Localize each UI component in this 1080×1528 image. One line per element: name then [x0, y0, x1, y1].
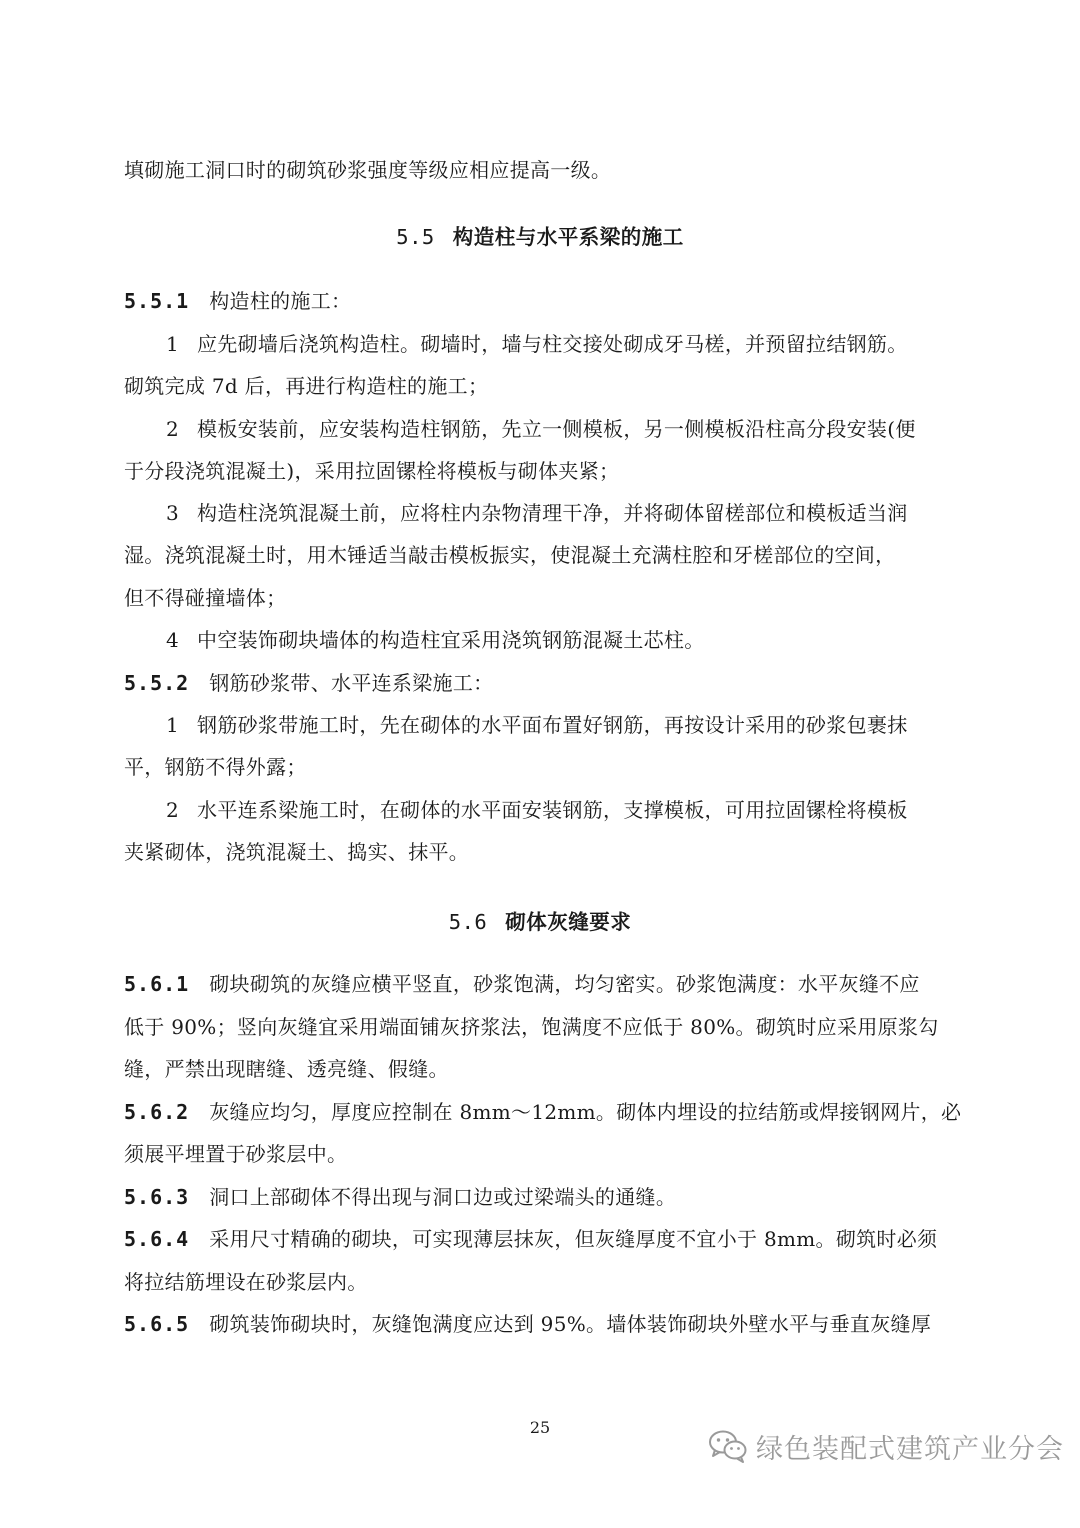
clause-5-6-5: 5.6.5 砌筑装饰砌块时，灰缝饱满度应达到 95%。墙体装饰砌块外壁水平与垂直灰缝厚 — [124, 1312, 932, 1336]
list-item: 1 钢筋砂浆带施工时，先在砌体的水平面布置好钢筋，再按设计采用的砂浆包裹抹 — [166, 713, 908, 737]
watermark — [708, 1426, 1064, 1466]
paragraph-line: 将拉结筋埋设在砂浆层内。 — [124, 1270, 368, 1294]
section-title: 构造柱与水平系梁的施工 — [452, 225, 684, 249]
paragraph-line: 须展平埋置于砂浆层中。 — [124, 1142, 348, 1166]
watermark-text: 绿色装配式建筑产业分会 — [756, 1433, 1064, 1465]
clause-5-6-2: 5.6.2 灰缝应均匀，厚度应控制在 8mm～12mm。砌体内埋设的拉结筋或焊接钢网片，必 — [124, 1100, 962, 1124]
section-number: 5.6 — [448, 910, 488, 934]
clause-number: 5.6.4 — [124, 1227, 190, 1251]
paragraph-line: 夹紧砌体，浇筑混凝土、捣实、抹平。 — [124, 840, 470, 864]
paragraph-line: 低于 90%；竖向灰缝宜采用端面铺灰挤浆法，饱满度不应低于 80%。砌筑时应采用原浆勾 — [124, 1015, 939, 1039]
item-number: 3 — [166, 501, 180, 525]
clause-number: 5.6.3 — [124, 1185, 190, 1209]
clause-number: 5.5.1 — [124, 289, 190, 313]
section-heading-5-6 — [0, 905, 1080, 935]
paragraph-line: 砌筑完成 7d 后，再进行构造柱的施工； — [124, 374, 489, 398]
list-item: 2 水平连系梁施工时，在砌体的水平面安装钢筋，支撑模板，可用拉固镙栓将模板 — [166, 798, 908, 822]
clause-number: 5.6.5 — [124, 1312, 190, 1336]
wechat-icon — [708, 1429, 748, 1463]
clause-5-6-1: 5.6.1 砌块砌筑的灰缝应横平竖直，砂浆饱满，均匀密实。砂浆饱满度：水平灰缝不应 — [124, 972, 920, 996]
list-item: 1 应先砌墙后浇筑构造柱。砌墙时，墙与柱交接处砌成牙马槎，并预留拉结钢筋。 — [166, 332, 908, 356]
section-heading-5-5 — [0, 220, 1080, 250]
section-number: 5.5 — [396, 225, 435, 249]
list-item: 2 模板安装前，应安装构造柱钢筋，先立一侧模板，另一侧模板沿柱高分段安装(便 — [166, 417, 916, 441]
item-number: 2 — [166, 417, 180, 441]
section-title: 砌体灰缝要求 — [505, 910, 632, 934]
item-number: 1 — [166, 713, 180, 737]
clause-5-5-1: 5.5.1 构造柱的施工： — [124, 289, 352, 313]
list-item: 3 构造柱浇筑混凝土前，应将柱内杂物清理干净，并将砌体留槎部位和模板适当润 — [166, 501, 908, 525]
page-number: 25 — [529, 1418, 551, 1437]
clause-5-6-4: 5.6.4 采用尺寸精确的砌块，可实现薄层抹灰，但灰缝厚度不宜小于 8mm。砌筑时必须 — [124, 1227, 938, 1251]
paragraph-line: 但不得碰撞墙体； — [124, 586, 287, 610]
clause-5-6-3: 5.6.3 洞口上部砌体不得出现与洞口边或过梁端头的通缝。 — [124, 1185, 677, 1209]
item-number: 2 — [166, 798, 180, 822]
paragraph-line: 缝，严禁出现瞎缝、透亮缝、假缝。 — [124, 1057, 449, 1081]
clause-number: 5.6.1 — [124, 972, 190, 996]
paragraph-line: 湿。浇筑混凝土时，用木锤适当敲击模板振实，使混凝土充满柱腔和牙槎部位的空间， — [124, 543, 896, 567]
clause-number: 5.5.2 — [124, 671, 190, 695]
paragraph-line: 填砌施工洞口时的砌筑砂浆强度等级应相应提高一级。 — [124, 158, 612, 182]
clause-5-5-2: 5.5.2 钢筋砂浆带、水平连系梁施工： — [124, 671, 494, 695]
item-number: 1 — [166, 332, 180, 356]
paragraph-line: 平，钢筋不得外露； — [124, 755, 307, 779]
clause-number: 5.6.2 — [124, 1100, 190, 1124]
list-item: 4 中空装饰砌块墙体的构造柱宜采用浇筑钢筋混凝土芯柱。 — [166, 628, 705, 652]
item-number: 4 — [166, 628, 180, 652]
paragraph-line: 于分段浇筑混凝土)，采用拉固镙栓将模板与砌体夹紧； — [124, 459, 620, 483]
